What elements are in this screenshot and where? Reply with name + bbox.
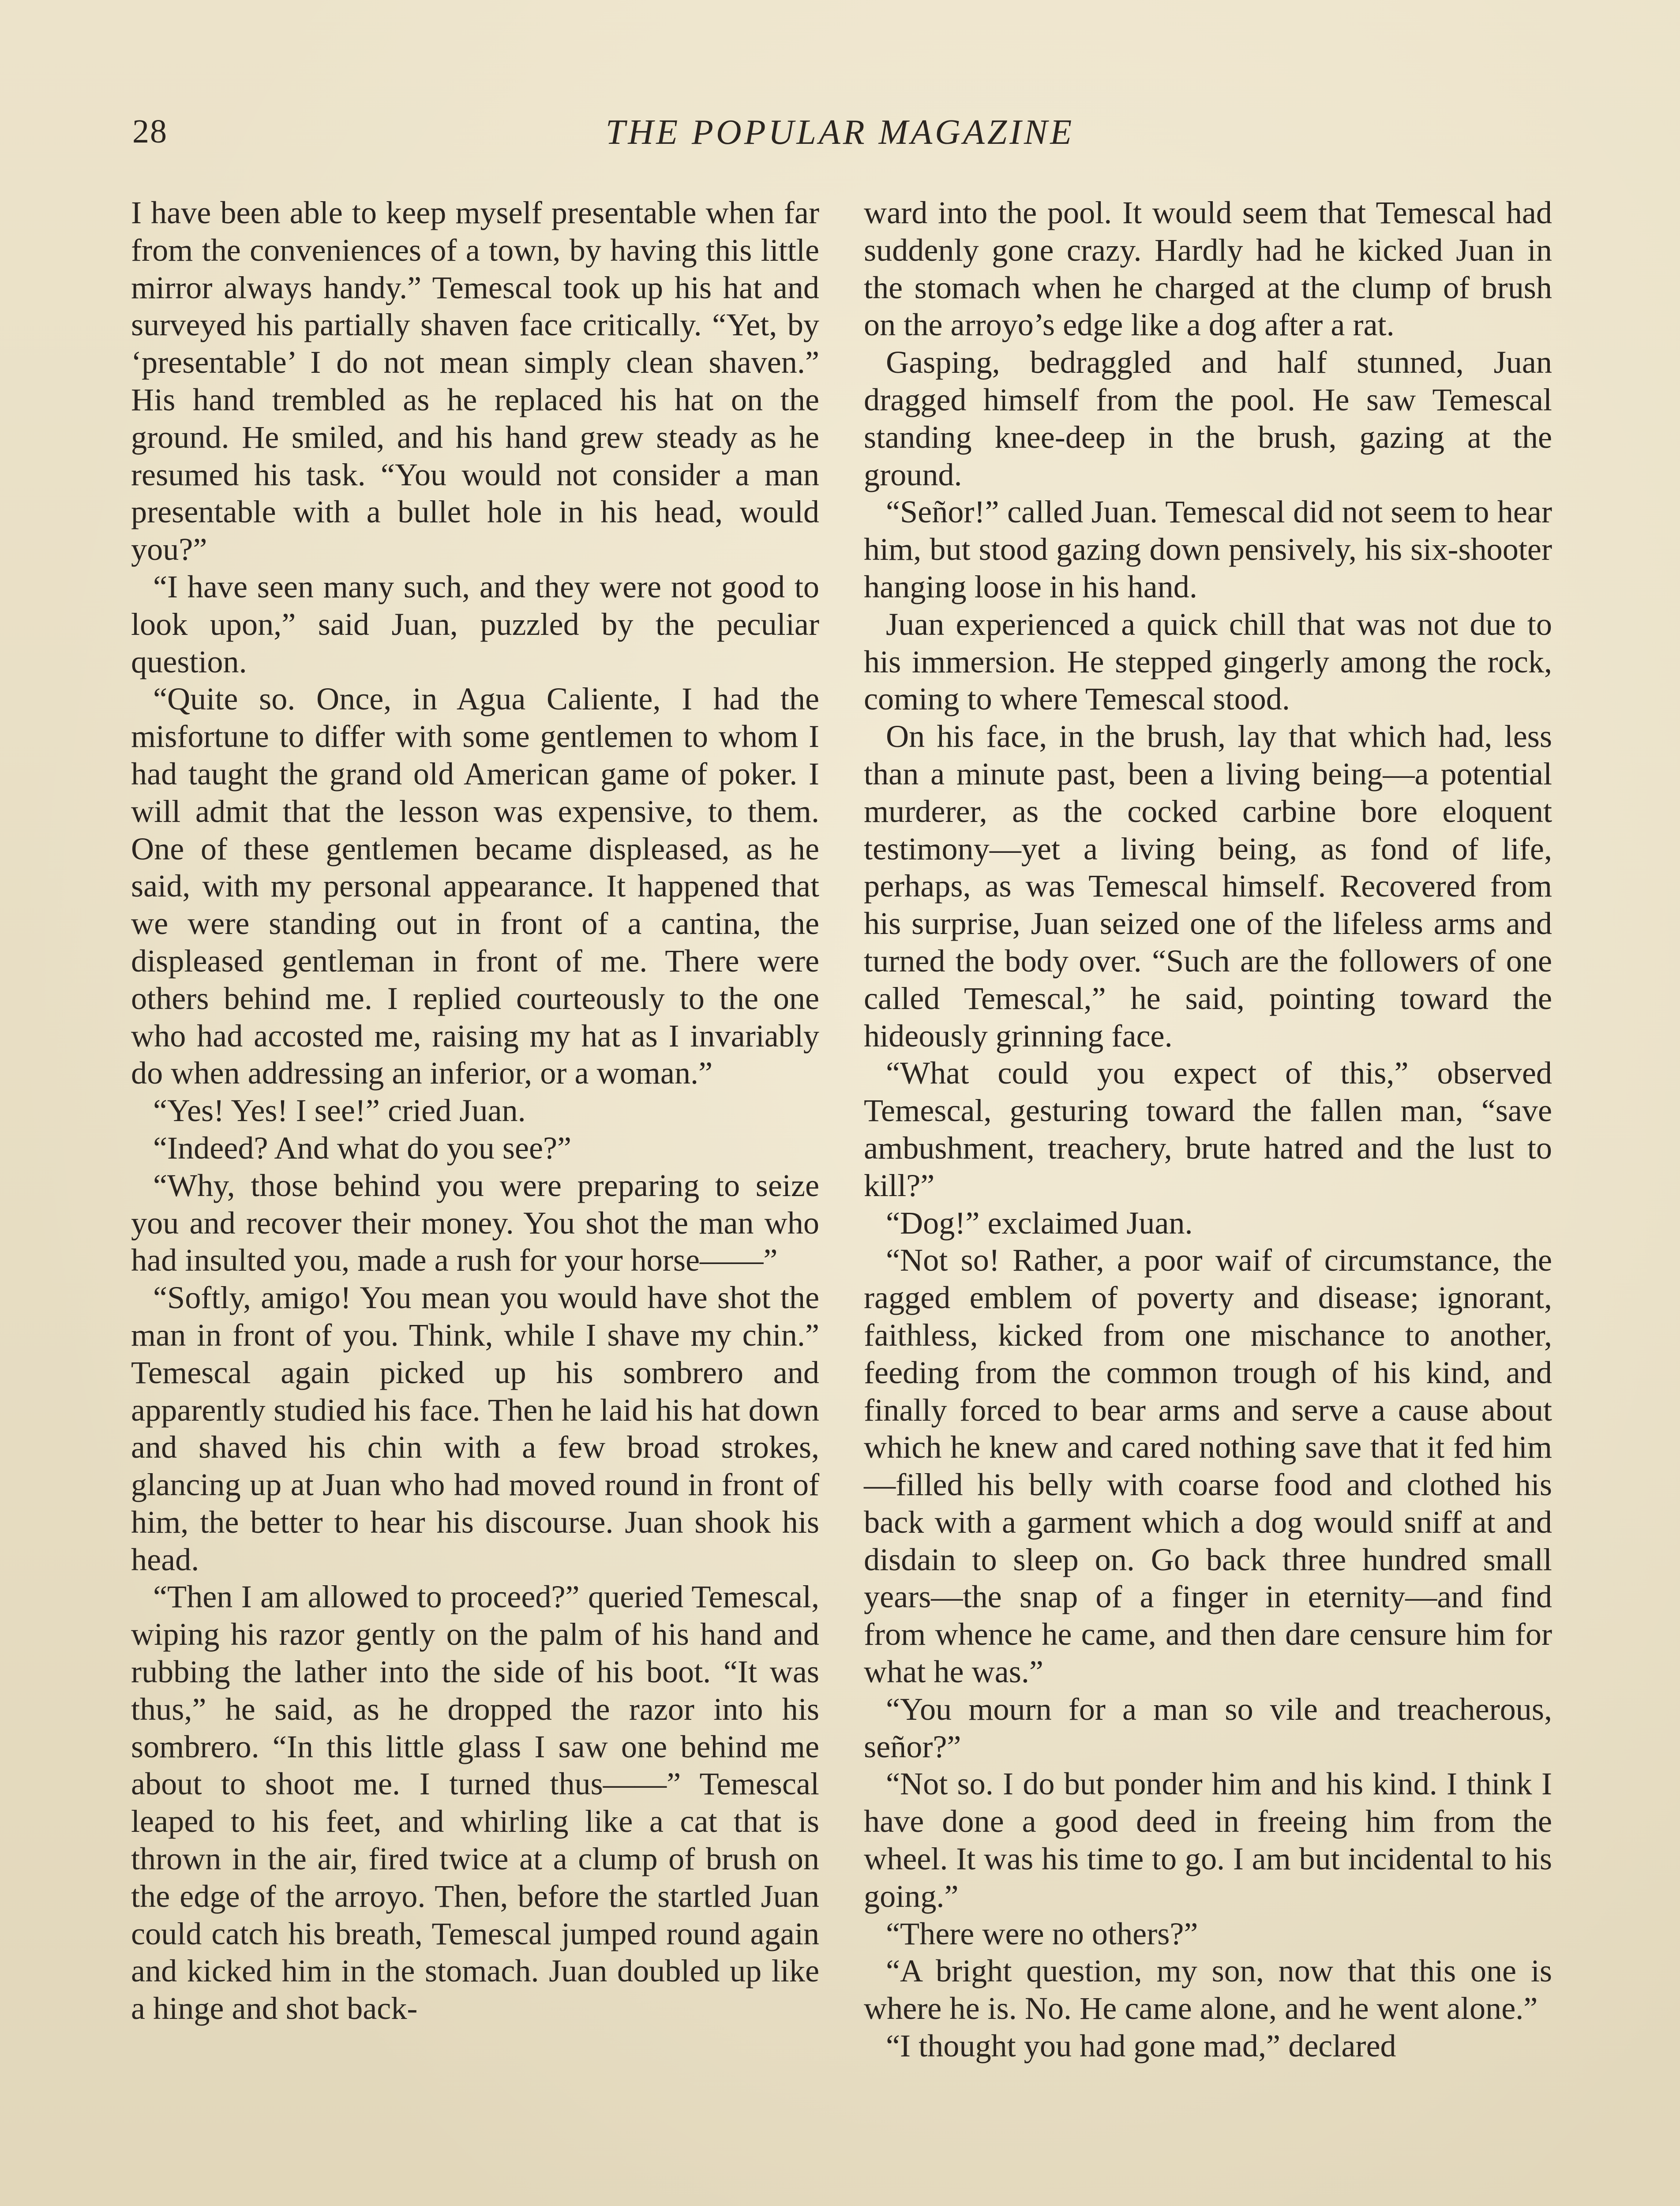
- right-text-column: [864, 194, 1552, 2065]
- paragraph: Gasping, bedraggled and half stunned, Juan dragged himself from the pool. He saw Temescal standing knee-deep in the brush, gazing at the ground.: [864, 345, 1552, 492]
- paragraph: “A bright question, my son, now that this one is where he is. No. He came alone, and he went alone.”: [864, 1953, 1552, 2026]
- page-number: 28: [132, 113, 168, 150]
- paragraph: “Yes! Yes! I see!” cried Juan.: [153, 1093, 526, 1129]
- paragraph: “There were no others?”: [886, 1916, 1198, 1951]
- paragraph: On his face, in the brush, lay that which had, less than a minute past, been a living being—a potential murderer, as the cocked carbine bore eloquent testimony—yet a living being, as fond of life, perhaps, as was Temescal himself. Recovered from his surprise, Juan seized one of the lifeless arms and turned the body over. “Such are the followers of one called Temescal,” he said, pointing toward the hideously grinning face.: [864, 719, 1552, 1054]
- paragraph: “Why, those behind you were preparing to seize you and recover their money. You shot the man who had insulted you, made a rush for your horse——”: [131, 1167, 819, 1278]
- paragraph: “What could you expect of this,” observed Temescal, gesturing toward the fallen man, “save ambushment, treachery, brute hatred and the lust to kill?”: [864, 1055, 1552, 1203]
- paragraph: “Indeed? And what do you see?”: [153, 1130, 572, 1166]
- running-head: THE POPULAR MAGAZINE: [605, 113, 1075, 152]
- paragraph: Juan experienced a quick chill that was not due to his immersion. He stepped gingerly among the rock, coming to where Temescal stood.: [864, 606, 1552, 717]
- paragraph: “I have seen many such, and they were not good to look upon,” said Juan, puzzled by the peculiar question.: [131, 569, 819, 679]
- paragraph: “Quite so. Once, in Agua Caliente, I had the misfortune to differ with some gentlemen to whom I had taught the grand old American game of poker. I will admit that the lesson was expensive, to them. One of these gentlemen became displeased, as he said, with my personal appearance. It happened that we were standing out in front of a cantina, the displeased gentleman in front of me. There were others behind me. I replied courteously to the one who had accosted me, raising my hat as I invariably do when addressing an inferior, or a woman.”: [131, 681, 819, 1091]
- left-text-column: [131, 194, 819, 2027]
- page-header: [132, 113, 1548, 161]
- paragraph: “I thought you had gone mad,” declared: [886, 2028, 1396, 2064]
- paragraph: “Not so. I do but ponder him and his kind. I think I have done a good deed in freeing him from the wheel. It was his time to go. I am but incidental to his going.”: [864, 1766, 1552, 1914]
- paragraph: I have been able to keep myself presentable when far from the conveniences of a town, by having this little mirror always handy.” Temescal took up his hat and surveyed his partially shaven face critically. “Yet, by ‘presentable’ I do not mean simply clean shaven.” His hand trembled as he replaced his hat on the ground. He smiled, and his hand grew steady as he resumed his task. “You would not consider a man presentable with a bullet hole in his head, would you?”: [131, 195, 819, 567]
- paragraph: “Señor!” called Juan. Temescal did not seem to hear him, but stood gazing down pensively, his six-shooter hanging loose in his hand.: [864, 494, 1552, 604]
- paragraph: ward into the pool. It would seem that Temescal had suddenly gone crazy. Hardly had he kicked Juan in the stomach when he charged at the clump of brush on the arroyo’s edge like a dog after a rat.: [864, 195, 1552, 343]
- paragraph: “Dog!” exclaimed Juan.: [886, 1205, 1193, 1241]
- paragraph: “Softly, amigo! You mean you would have shot the man in front of you. Think, while I shave my chin.” Temescal again picked up his sombrero and apparently studied his face. Then he laid his hat down and shaved his chin with a few broad strokes, glancing up at Juan who had moved round in front of him, the better to hear his discourse. Juan shook his head.: [131, 1280, 819, 1577]
- paragraph: “Not so! Rather, a poor waif of circumstance, the ragged emblem of poverty and disease; ignorant, faithless, kicked from one mischance to another, feeding from the common trough of his kind, and finally forced to bear arms and serve a cause about which he knew and cared nothing save that it fed him—filled his belly with coarse food and clothed his back with a garment which a dog would sniff at and disdain to sleep on. Go back three hundred small years—the snap of a finger in eternity—and find from whence he came, and then dare censure him for what he was.”: [864, 1242, 1552, 1690]
- paragraph: “You mourn for a man so vile and treacherous, señor?”: [864, 1691, 1552, 1764]
- paragraph: “Then I am allowed to proceed?” queried Temescal, wiping his razor gently on the palm of his hand and rubbing the lather into the side of his boot. “It was thus,” he said, as he dropped the razor into his sombrero. “In this little glass I saw one behind me about to shoot me. I turned thus——” Temescal leaped to his feet, and whirling like a cat that is thrown in the air, fired twice at a clump of brush on the edge of the arroyo. Then, before the startled Juan could catch his breath, Temescal jumped round again and kicked him in the stomach. Juan doubled up like a hinge and shot back-: [131, 1579, 819, 2026]
